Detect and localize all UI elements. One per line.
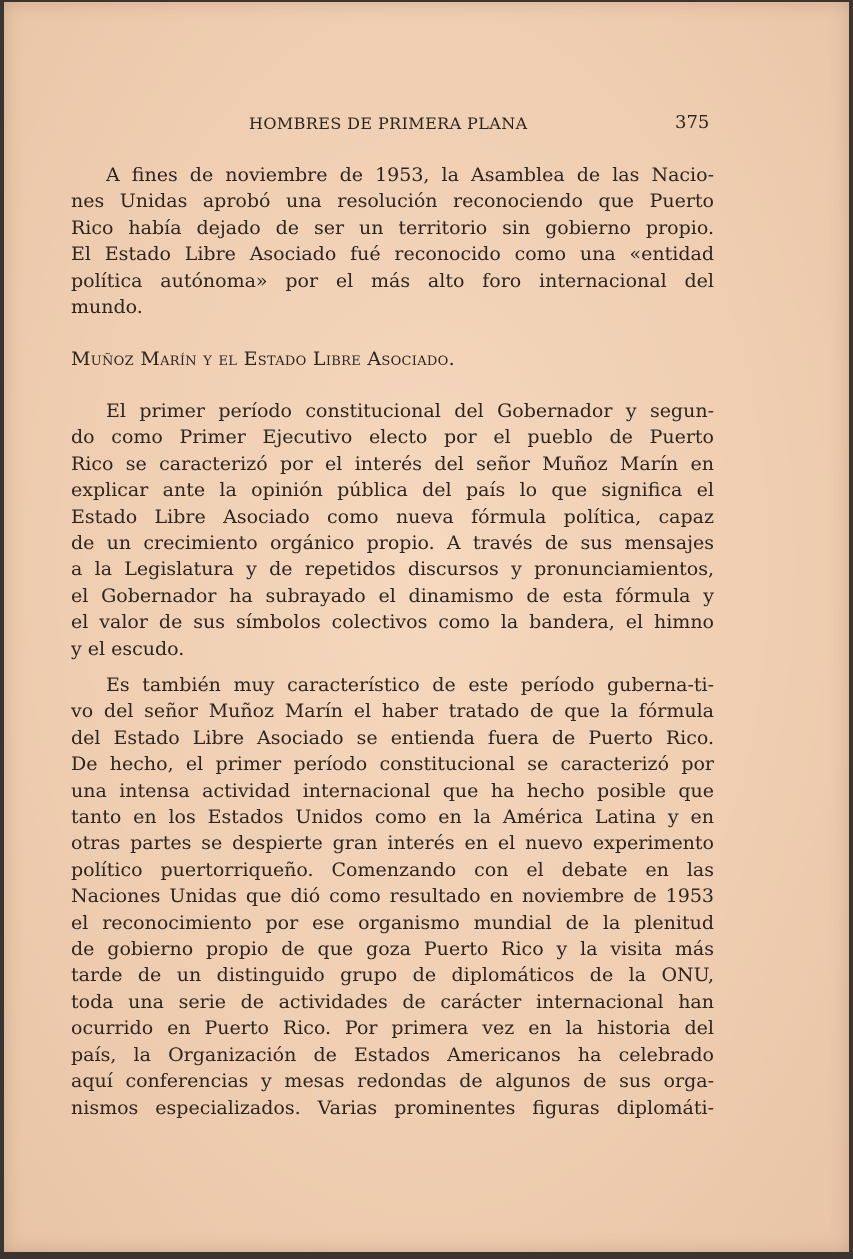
paragraph-1: [71, 162, 714, 320]
text-line: tanto en los Estados Unidos como en la América Latina y en: [71, 806, 714, 829]
text-line: A fines de noviembre de 1953, la Asamblea de las Nacio-: [106, 164, 714, 186]
text-line: Estado Libre Asociado como nueva fórmula política, capaz: [71, 505, 714, 528]
paragraph-2: [71, 398, 714, 662]
text-line: El primer período constitucional del Gobernador y segun-: [106, 400, 714, 422]
text-line: Naciones Unidas que dió como resultado en noviembre de 1953: [71, 885, 714, 908]
book-page: [4, 2, 849, 1252]
text-line: tarde de un distinguido grupo de diplomáticos de la ONU,: [71, 964, 714, 987]
text-line: de gobierno propio de que goza Puerto Rico y la visita más: [71, 938, 714, 961]
text-line: Es también muy característico de este período guberna-ti-: [106, 674, 714, 696]
paragraph-3: [71, 672, 714, 1121]
text-line: de un crecimiento orgánico propio. A través de sus mensajes: [71, 532, 714, 555]
text-line: del Estado Libre Asociado se entienda fuera de Puerto Rico.: [71, 726, 714, 749]
text-line: mundo.: [71, 296, 143, 319]
text-line: do como Primer Ejecutivo electo por el pueblo de Puerto: [71, 426, 714, 449]
running-head: HOMBRES DE PRIMERA PLANA: [249, 114, 528, 133]
text-line: Rico se caracterizó por el interés del señor Muñoz Marín en: [71, 452, 714, 475]
text-line: y el escudo.: [71, 637, 185, 660]
text-line: el reconocimiento por ese organismo mundial de la plenitud: [71, 911, 714, 934]
text-line: una intensa actividad internacional que ha hecho posible que: [71, 779, 714, 802]
text-line: otras partes se despierte gran interés en el nuevo experimento: [71, 832, 714, 855]
text-line: Rico había dejado de ser un territorio sin gobierno propio.: [71, 216, 714, 239]
text-line: aquí conferencias y mesas redondas de algunos de sus orga-: [71, 1070, 714, 1093]
section-heading: Muñoz Marín y el Estado Libre Asociado.: [71, 348, 455, 370]
text-line: país, la Organización de Estados Americanos ha celebrado: [71, 1043, 714, 1066]
text-line: explicar ante la opinión pública del país lo que significa el: [71, 479, 714, 502]
text-line: nes Unidas aprobó una resolución reconociendo que Puerto: [71, 190, 714, 213]
text-line: político puertorriqueño. Comenzando con el debate en las: [71, 858, 714, 881]
page-number: 375: [675, 112, 710, 133]
text-line: vo del señor Muñoz Marín el haber tratado de que la fórmula: [71, 700, 714, 723]
text-line: el Gobernador ha subrayado el dinamismo de esta fórmula y: [71, 584, 714, 607]
text-line: toda una serie de actividades de carácter internacional han: [71, 990, 714, 1013]
text-line: ocurrido en Puerto Rico. Por primera vez en la historia del: [71, 1017, 714, 1040]
text-line: a la Legislatura y de repetidos discursos y pronunciamientos,: [71, 558, 714, 581]
text-line: De hecho, el primer período constitucional se caracterizó por: [71, 753, 714, 776]
text-line: el valor de sus símbolos colectivos como la bandera, el himno: [71, 611, 714, 634]
text-line: El Estado Libre Asociado fué reconocido como una «entidad: [71, 243, 714, 266]
text-line: política autónoma» por el más alto foro internacional del: [71, 269, 714, 292]
text-line: nismos especializados. Varias prominentes figuras diplomáti-: [71, 1096, 714, 1119]
